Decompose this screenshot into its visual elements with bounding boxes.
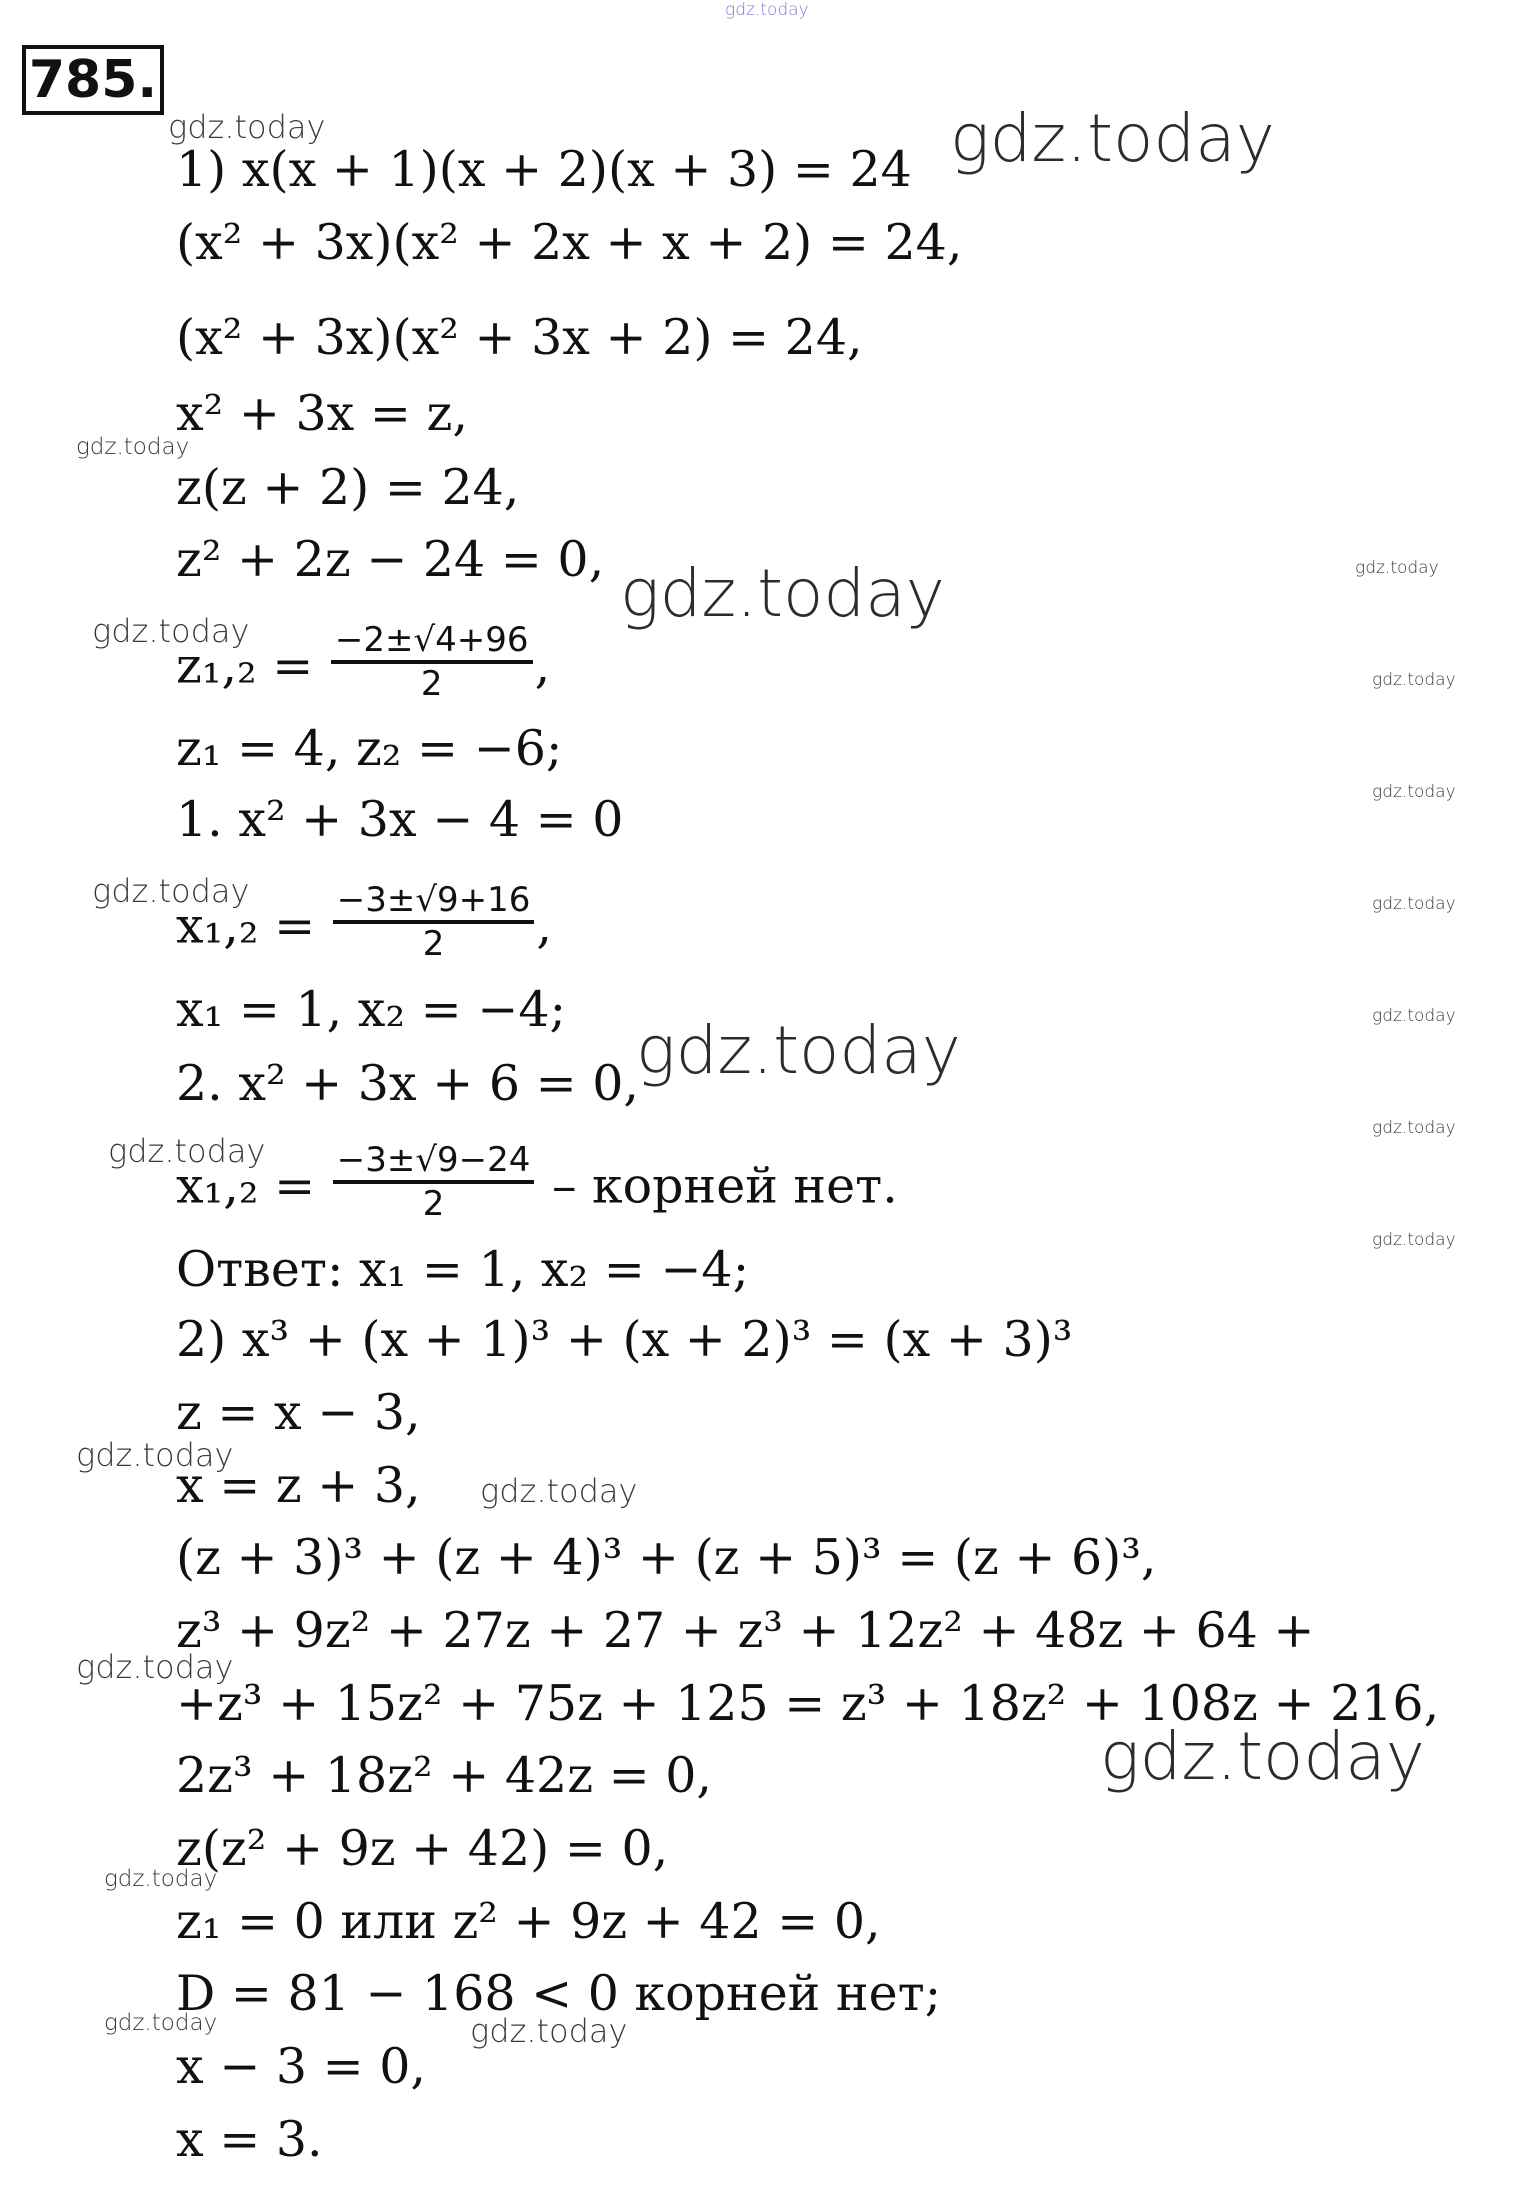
math-line-20: +z³ + 15z² + 75z + 125 = z³ + 18z² + 108z + 216, (176, 1675, 1440, 1732)
fraction-denominator: 2 (420, 664, 443, 704)
fraction-tail: – корней нет. (536, 1157, 898, 1215)
watermark: gdz.today (1372, 1118, 1456, 1138)
problem-number-badge: 785. (22, 45, 164, 115)
fraction-lhs: x₁,₂ = (176, 897, 316, 955)
watermark: gdz.today (620, 555, 945, 632)
math-line-1: 1) x(x + 1)(x + 2)(x + 3) = 24 (176, 141, 912, 198)
watermark: gdz.today (1372, 1230, 1456, 1250)
fraction-numerator: −3±√9+16 (333, 880, 535, 924)
math-line-26: x = 3. (176, 2111, 323, 2168)
fraction-denominator: 2 (422, 1184, 445, 1224)
fraction-lhs: z₁,₂ = (176, 637, 314, 695)
fraction-numerator: −3±√9−24 (333, 1140, 535, 1184)
watermark: gdz.today (1372, 670, 1456, 690)
watermark: gdz.today (1355, 558, 1439, 578)
fraction-numerator: −2±√4+96 (331, 620, 533, 664)
math-line-16: z = x − 3, (176, 1384, 421, 1441)
math-line-13 (176, 1140, 898, 1232)
math-line-17: x = z + 3, (176, 1457, 421, 1514)
watermark: gdz.today (76, 1648, 234, 1686)
fraction (333, 880, 535, 964)
watermark: gdz.today (76, 434, 190, 460)
fraction (331, 620, 533, 704)
watermark: gdz.today (168, 108, 326, 146)
math-line-5: z(z + 2) = 24, (176, 459, 520, 516)
watermark: gdz.today (480, 1472, 638, 1510)
math-line-6: z² + 2z − 24 = 0, (176, 531, 605, 588)
math-line-12: 2. x² + 3x + 6 = 0, (176, 1055, 639, 1112)
watermark: gdz.today (1100, 1718, 1425, 1795)
watermark: gdz.today (76, 1436, 234, 1474)
math-line-8: z₁ = 4, z₂ = −6; (176, 720, 563, 777)
math-line-9: 1. x² + 3x − 4 = 0 (176, 791, 624, 848)
watermark: gdz.today (636, 1012, 961, 1089)
answer-line: Ответ: x₁ = 1, x₂ = −4; (176, 1241, 750, 1298)
watermark: gdz.today (950, 100, 1275, 177)
math-line-2: (x² + 3x)(x² + 2x + x + 2) = 24, (176, 214, 963, 271)
math-line-24: D = 81 − 168 < 0 корней нет; (176, 1965, 942, 2022)
watermark: gdz.today (108, 1132, 266, 1170)
math-line-21: 2z³ + 18z² + 42z = 0, (176, 1747, 712, 1804)
math-line-3: (x² + 3x)(x² + 3x + 2) = 24, (176, 309, 863, 366)
watermark: gdz.today (104, 2010, 218, 2036)
math-line-11: x₁ = 1, x₂ = −4; (176, 981, 567, 1038)
math-line-4: x² + 3x = z, (176, 385, 468, 442)
math-line-23: z₁ = 0 или z² + 9z + 42 = 0, (176, 1893, 881, 1950)
fraction-tail: , (536, 897, 552, 955)
watermark: gdz.today (92, 872, 250, 910)
watermark: gdz.today (104, 1866, 218, 1892)
math-line-15: 2) x³ + (x + 1)³ + (x + 2)³ = (x + 3)³ (176, 1311, 1073, 1368)
watermark: gdz.today (470, 2012, 628, 2050)
math-line-25: x − 3 = 0, (176, 2038, 426, 2095)
watermark: gdz.today (1372, 1006, 1456, 1026)
fraction-denominator: 2 (422, 924, 445, 964)
math-line-22: z(z² + 9z + 42) = 0, (176, 1820, 669, 1877)
watermark: gdz.today (725, 0, 809, 20)
fraction-lhs: x₁,₂ = (176, 1157, 316, 1215)
math-line-19: z³ + 9z² + 27z + 27 + z³ + 12z² + 48z + 64 + (176, 1602, 1315, 1659)
math-line-18: (z + 3)³ + (z + 4)³ + (z + 5)³ = (z + 6)³, (176, 1529, 1157, 1586)
fraction (333, 1140, 535, 1224)
fraction-tail: , (534, 637, 551, 695)
watermark: gdz.today (1372, 894, 1456, 914)
watermark: gdz.today (92, 612, 250, 650)
watermark: gdz.today (1372, 782, 1456, 802)
